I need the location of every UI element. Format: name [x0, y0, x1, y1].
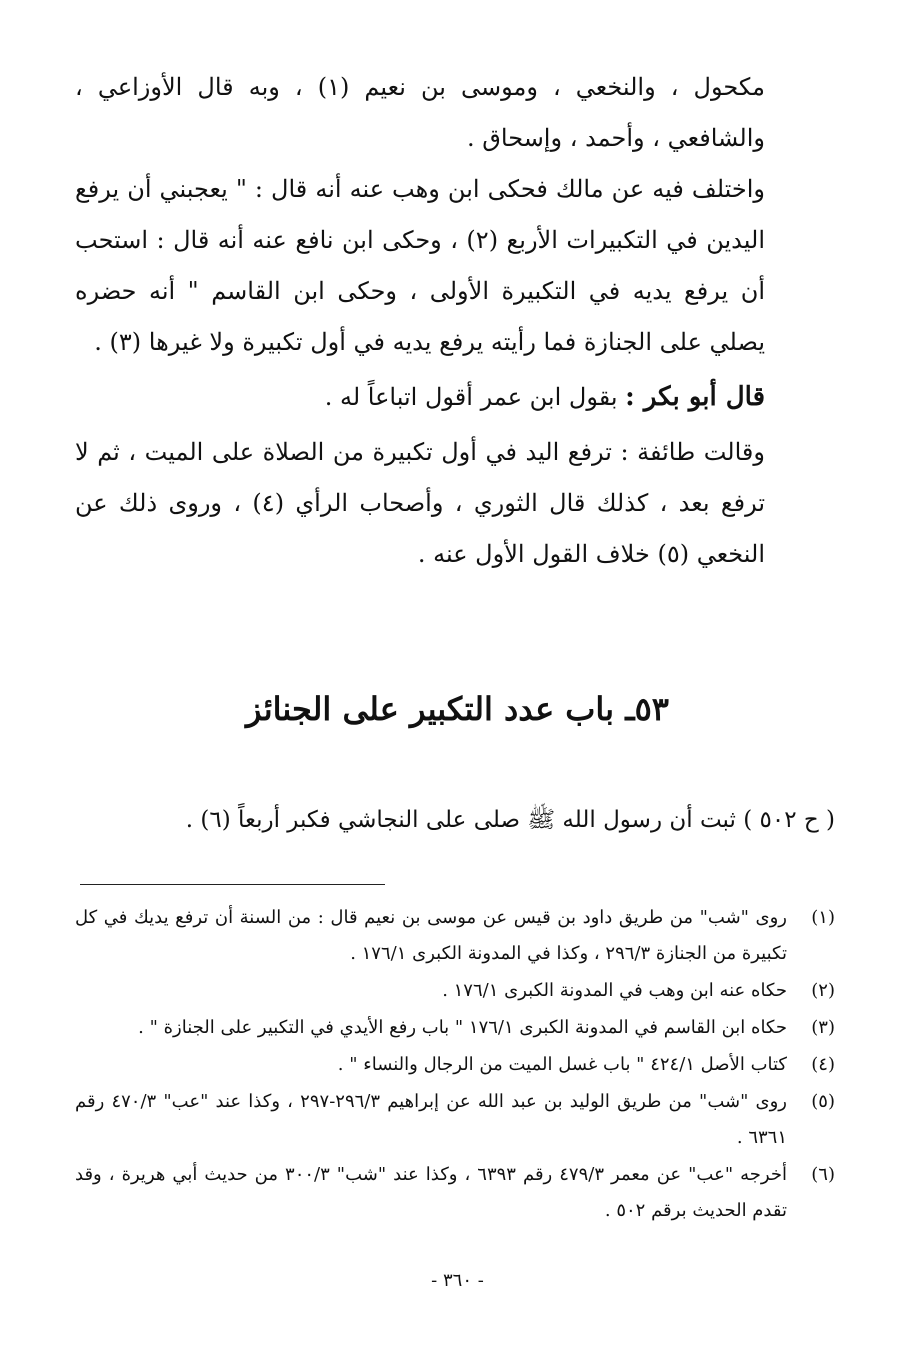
body-text: [75, 62, 765, 580]
footnote-text: أخرجه "عب" عن معمر ٤٧٩/٣ رقم ٦٣٩٣ ، وكذا عند "شب" ٣٠٠/٣ من حديث أبي هريرة ، وقد تقدم الحديث برقم ٥٠٢ .: [75, 1164, 787, 1221]
footnote-number: (٢): [811, 980, 835, 1001]
footnote: [75, 1010, 835, 1046]
footnote-text: حكاه ابن القاسم في المدونة الكبرى ١٧٦/١ " باب رفع الأيدي في التكبير على الجنازة " .: [138, 1017, 787, 1038]
footnote-number: (٦): [811, 1164, 835, 1185]
footnote-text: كتاب الأصل ٤٢٤/١ " باب غسل الميت من الرجال والنساء " .: [337, 1054, 787, 1075]
footnote: [75, 900, 835, 972]
abu-bakr-paragraph: [75, 372, 765, 423]
abu-bakr-text: بقول ابن عمر أقول اتباعاً له .: [324, 383, 626, 411]
footnote: [75, 1047, 835, 1083]
footnote-text: حكاه عنه ابن وهب في المدونة الكبرى ١٧٦/١ .: [442, 980, 787, 1001]
footnotes: [75, 900, 835, 1230]
footnote: [75, 973, 835, 1009]
hadith-text: ( ح ٥٠٢ ) ثبت أن رسول الله ﷺ صلى على النجاشي فكبر أربعاً (٦) .: [185, 807, 835, 833]
footnote-number: (٥): [811, 1091, 835, 1112]
footnote-text: روى "شب" من طريق الوليد بن عبد الله عن إبراهيم ٢٩٦/٣-٢٩٧ ، وكذا عند "عب" ٤٧٠/٣ رقم ٦٣٦١ .: [75, 1091, 787, 1148]
page-number: - ٣٦٠ -: [431, 1270, 484, 1291]
footnote-number: (١): [811, 907, 835, 928]
abu-bakr-lead: قال أبو بكر :: [625, 382, 765, 412]
chapter-title: ٥٣ـ باب عدد التكبير على الجنائز: [246, 690, 669, 728]
footnote-number: (٣): [811, 1017, 835, 1038]
paragraph: واختلف فيه عن مالك فحكى ابن وهب عنه أنه قال : " يعجبني أن يرفع اليدين في التكبيرات الأربع (٢) ، وحكى ابن نافع عنه أنه قال : استحب أن يرفع يديه في التكبيرة الأولى ، وحكى ابن القاسم " أنه حضره يصلي على الجنازة فما رأيته يرفع يديه في أول تكبيرة ولا غيرها (٣) .: [75, 175, 765, 356]
footnote: [75, 1084, 835, 1156]
footnote: [75, 1157, 835, 1229]
footnote-number: (٤): [811, 1054, 835, 1075]
paragraph: مكحول ، والنخعي ، وموسى بن نعيم (١) ، وبه قال الأوزاعي ، والشافعي ، وأحمد ، وإسحاق .: [75, 73, 765, 152]
footnote-text: روى "شب" من طريق داود بن قيس عن موسى بن نعيم قال : من السنة أن ترفع يديك في كل تكبيرة من الجنازة ٢٩٦/٣ ، وكذا في المدونة الكبرى ١٧٦/١ .: [75, 907, 787, 964]
paragraph: وقالت طائفة : ترفع اليد في أول تكبيرة من الصلاة على الميت ، ثم لا ترفع بعد ، كذلك قال الثوري ، وأصحاب الرأي (٤) ، وروى ذلك عن النخعي (٥) خلاف القول الأول عنه .: [75, 438, 766, 568]
footnote-divider: [80, 884, 385, 885]
